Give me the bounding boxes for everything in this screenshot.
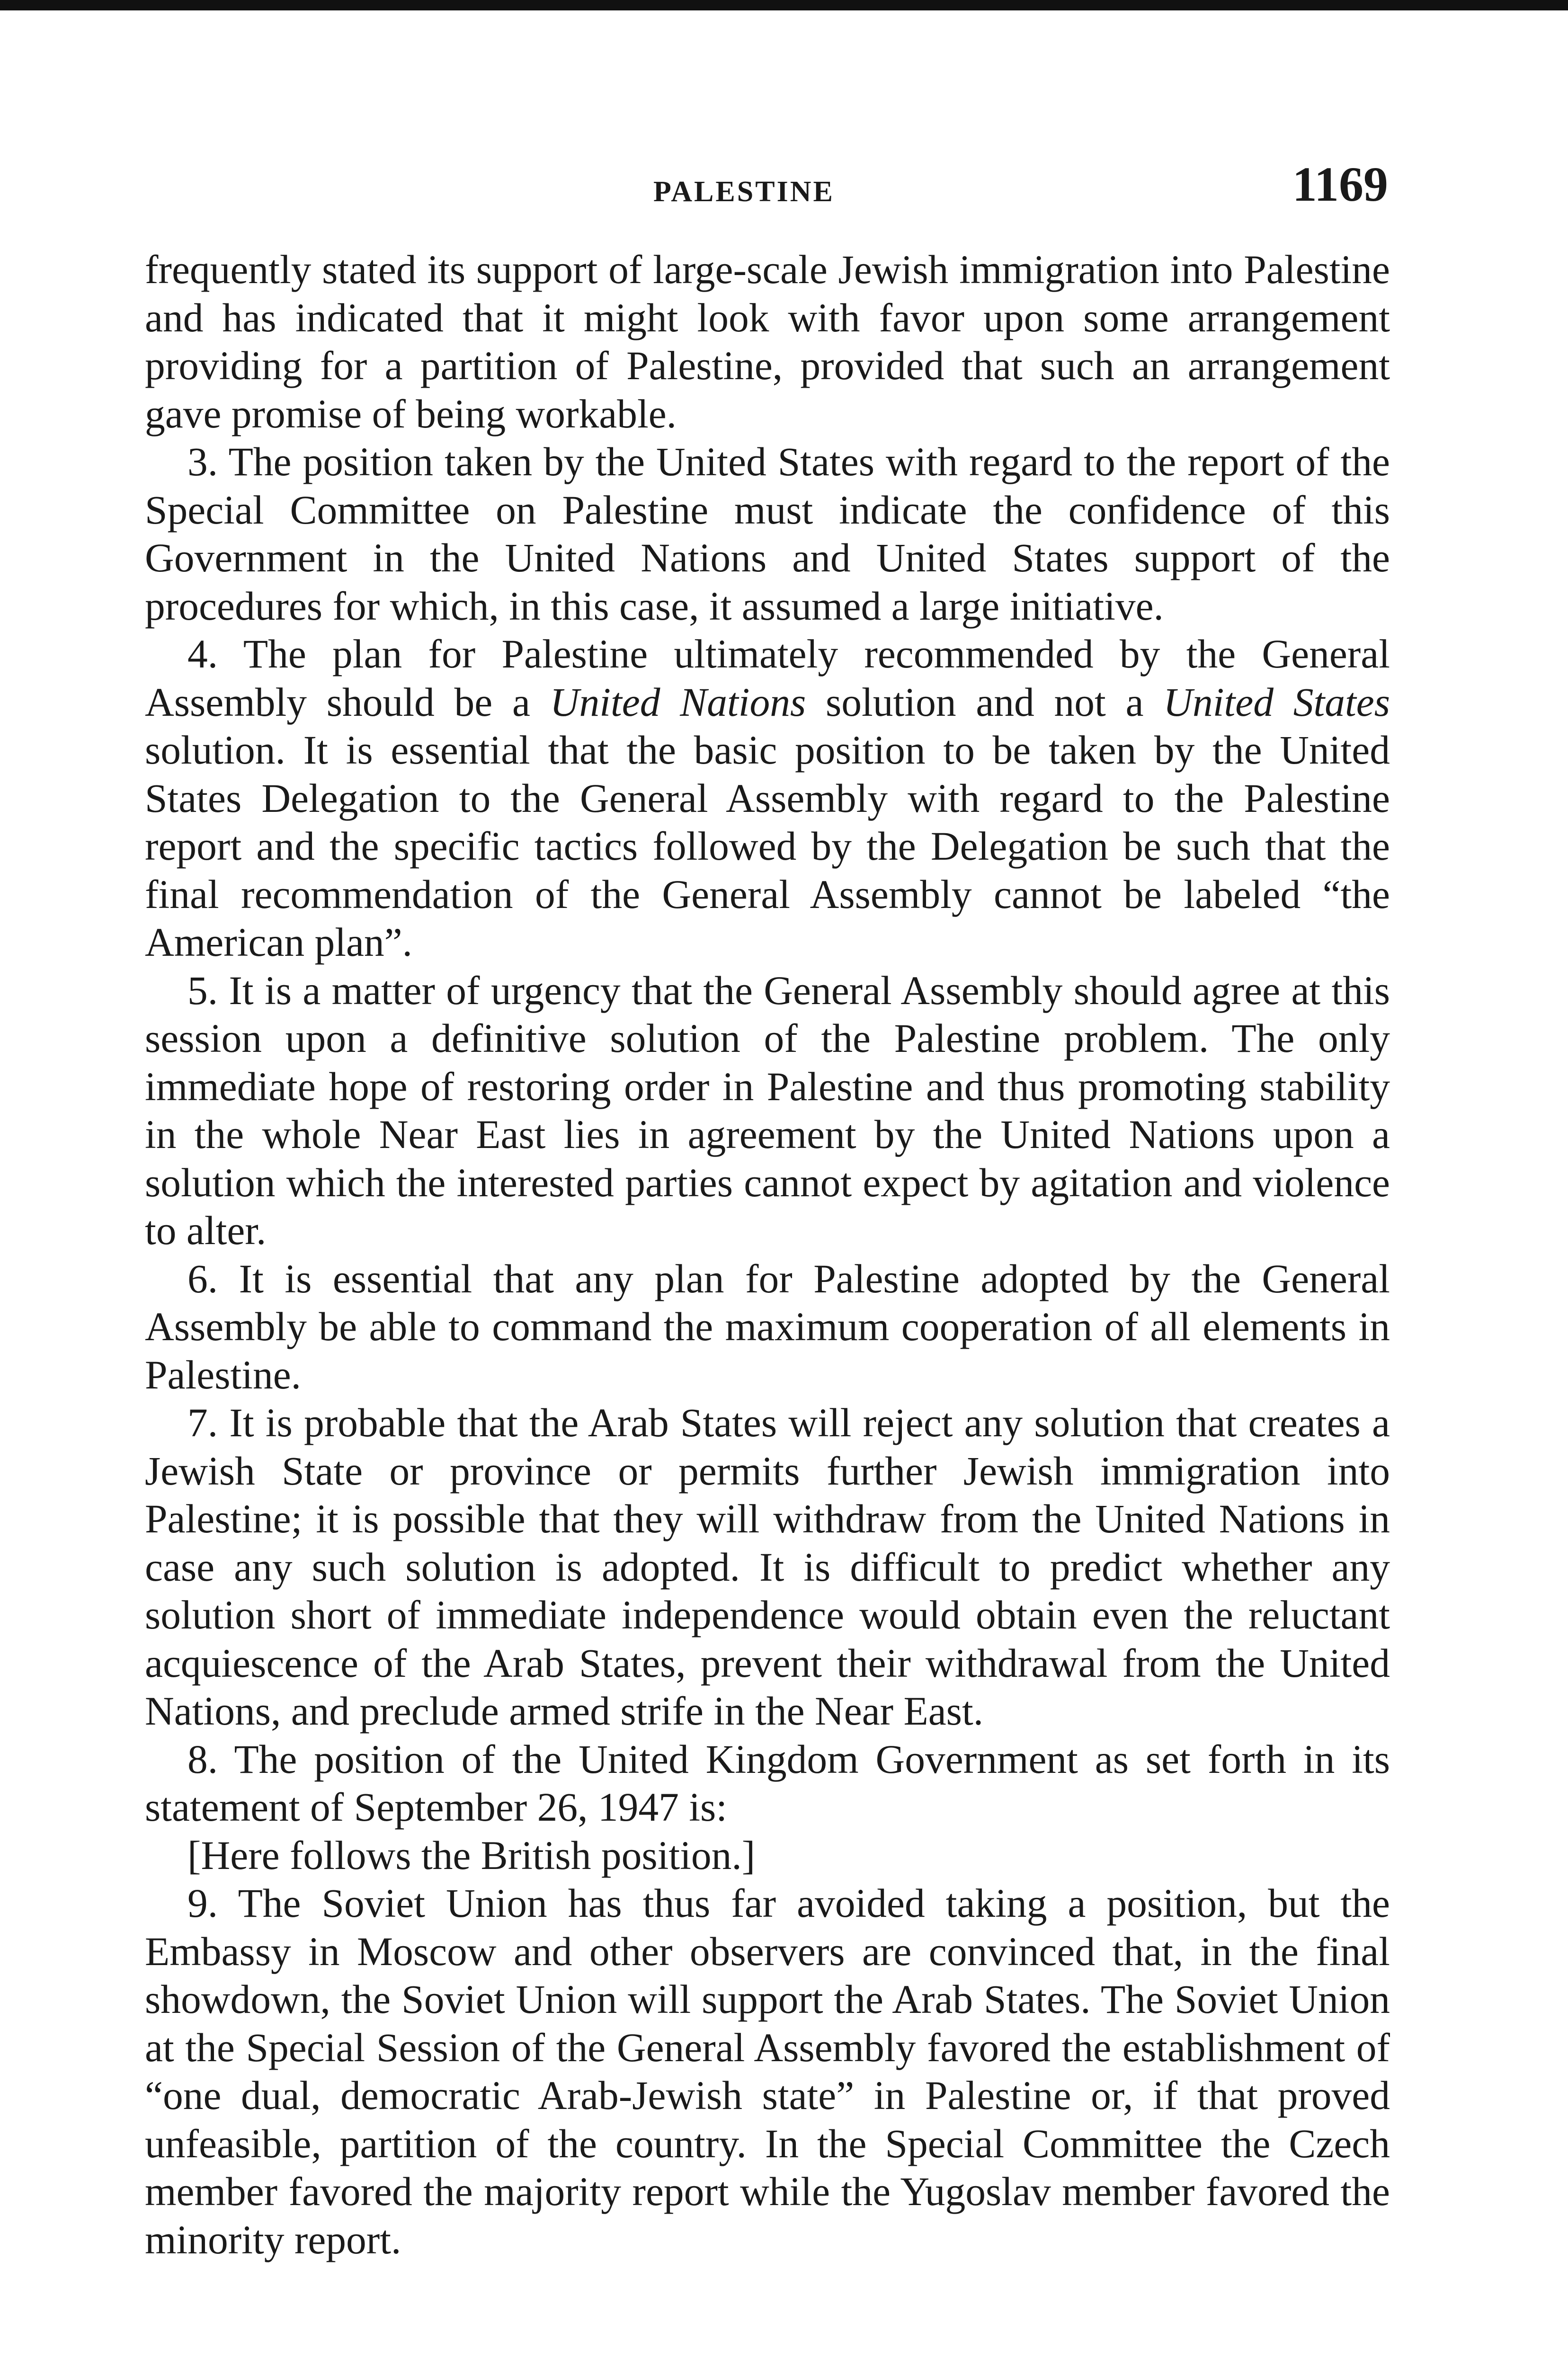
- editorial-note: [145, 1832, 1390, 1880]
- paragraph-8: [145, 1736, 1390, 1832]
- paragraph-text: 6. It is essential that any plan for Palestine adopted by the General Assembly be able to command the maximum cooperation of all elements in Palestine.: [145, 1256, 1390, 1397]
- body-text: [145, 246, 1390, 2264]
- paragraph-text: solution. It is essential that the basic position to be taken by the United States Delegation to the General Assembly with regard to the Palestine report and the specific tactics followed by the Delegation be such that the final recommendation of the General Assembly cannot be labeled “the American plan”.: [145, 728, 1390, 965]
- paragraph-text: 4. The plan for Palestine ultimately recommended by the General Assembly should be a: [145, 632, 1390, 725]
- italic-term: United Nations: [550, 680, 806, 725]
- paragraph-5: [145, 967, 1390, 1255]
- paragraph-text: 7. It is probable that the Arab States will reject any solution that creates a Jewish State or province or permits further Jewish immigration into Palestine; it is possible that they will withdraw from the United Nations in case any such solution is adopted. It is difficult to predict whether any solution short of immediate independence would obtain even the reluctant acquiescence of the Arab States, prevent their withdrawal from the United Nations, and preclude armed strife in the Near East.: [145, 1401, 1390, 1734]
- paragraph-text: frequently stated its support of large-scale Jewish immigration into Palestine and has indicated that it might look with favor upon some arrangement providing for a partition of Palestine, provided that such an arrangement gave promise of being workable.: [145, 248, 1390, 436]
- paragraph-text: 5. It is a matter of urgency that the General Assembly should agree at this session upon a definitive solution of the Palestine problem. The only immediate hope of restoring order in Palestine and thus promoting stability in the whole Near East lies in agreement by the United Nations upon a solution which the interested parties cannot expect by agitation and violence to alter.: [145, 968, 1390, 1253]
- paragraph-text: 9. The Soviet Union has thus far avoided taking a position, but the Embassy in Moscow and other observers are convinced that, in the final showdown, the Soviet Union will support the Arab States. The Soviet Union at the Special Session of the General Assembly favored the establishment of “one dual, democratic Arab-Jewish state” in Palestine or, if that proved unfeasible, partition of the country. In the Special Committee the Czech member favored the majority report while the Yugoslav member favored the minority report.: [145, 1881, 1390, 2262]
- editorial-note-text: [Here follows the British position.]: [187, 1833, 756, 1878]
- paragraph-text: 3. The position taken by the United States with regard to the report of the Special Committee on Palestine must indicate the confidence of this Government in the United Nations and United States support of the procedures for which, in this case, it assumed a large initiative.: [145, 440, 1390, 629]
- paragraph-4: [145, 631, 1390, 967]
- running-title: PALESTINE: [653, 176, 835, 208]
- paragraph-continued: [145, 246, 1390, 438]
- paragraph-7: [145, 1399, 1390, 1736]
- paragraph-3: [145, 438, 1390, 631]
- page-number: 1169: [1292, 157, 1388, 212]
- italic-term: United States: [1163, 680, 1390, 725]
- top-border-rule: [0, 0, 1568, 10]
- paragraph-text: solution and not a: [806, 680, 1164, 725]
- paragraph-6: [145, 1255, 1390, 1400]
- paragraph-text: 8. The position of the United Kingdom Government as set forth in its statement of September 26, 1947 is:: [145, 1737, 1390, 1830]
- paragraph-9: [145, 1880, 1390, 2264]
